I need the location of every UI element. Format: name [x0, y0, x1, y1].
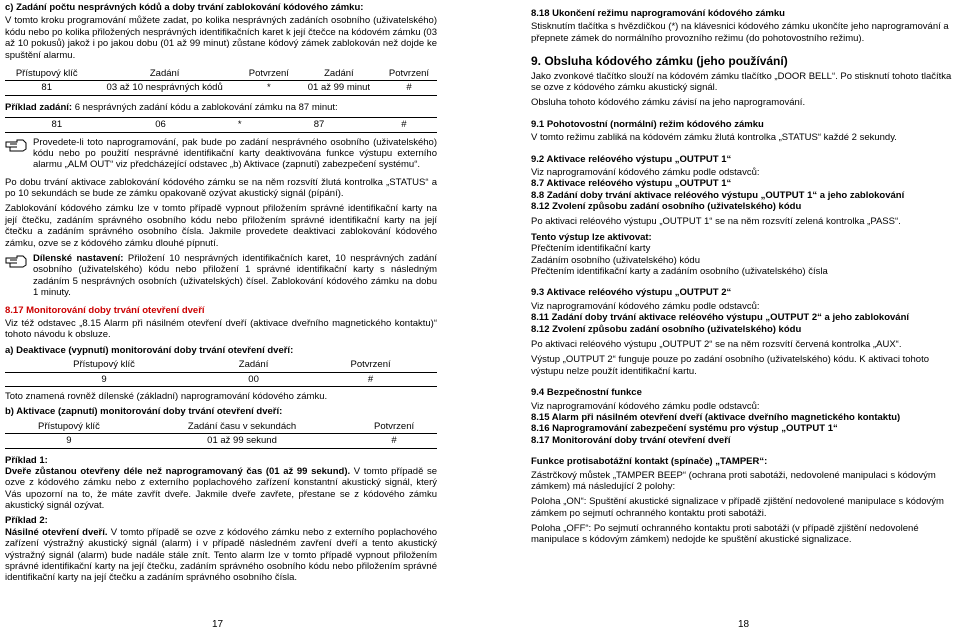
th: Přístupový klíč: [5, 67, 88, 81]
table-b: [5, 420, 437, 449]
cell: 9: [5, 434, 133, 448]
cell: 01 až 99 sekund: [133, 434, 351, 448]
cell: *: [212, 118, 267, 132]
ref-item: 8.15 Alarm při násilném otevření dveří (aktivace dveřního magnetického kontaktu): [531, 411, 901, 423]
cell: 01 až 99 minut: [297, 81, 381, 95]
example2-label: Příklad 2:: [5, 515, 48, 527]
activation-item: Zadáním osobního (uživatelského) kódu: [531, 254, 700, 266]
paragraph: Po dobu trvání aktivace zablokování kódového zámku se na něm rozsvítí žlutá kontrolka „STATUS“ a po 10 sekundách se bude ze zámku opakovaně ozývat akustický signál (pípání).: [5, 176, 437, 200]
cell: 81: [5, 81, 88, 95]
activation-item: Přečtením identifikační karty: [531, 243, 651, 255]
example1-body: [5, 466, 437, 512]
th: Potvrzení: [381, 67, 437, 81]
th: Zadání: [297, 67, 381, 81]
ref-item: 8.11 Zadání doby trvání aktivace reléového výstupu „OUTPUT 2“ a jeho zablokování: [531, 312, 910, 324]
factory-setting-block: [5, 253, 437, 299]
cell: #: [304, 372, 437, 386]
th: Zadání: [203, 358, 304, 372]
section-9-heading: 9. Obsluha kódového zámku (jeho používání): [531, 54, 788, 69]
cell: 9: [5, 372, 203, 386]
th: Přístupový klíč: [5, 420, 133, 434]
section-b-heading: b) Aktivace (zapnutí) monitorování doby trvání otevření dveří:: [5, 406, 283, 418]
can-activate-heading: Tento výstup lze aktivovat:: [531, 231, 652, 243]
ref-item: 8.16 Naprogramování zabezpečení systému pro výstup „OUTPUT 1“: [531, 423, 838, 435]
ref-item: 8.8 Zadání doby trvání aktivace reléového výstupu „OUTPUT 1“ a jeho zablokování: [531, 189, 905, 201]
example2-bold: Násilné otevření dveří.: [5, 526, 108, 538]
section-91-heading: 9.1 Pohotovostní (normální) režim kódového zámku: [531, 118, 764, 130]
cell: 03 až 10 nesprávných kódů: [88, 81, 240, 95]
paragraph: Viz naprogramování kódového zámku podle odstavců:: [531, 300, 760, 312]
ref-item: 8.7 Aktivace reléového výstupu „OUTPUT 1“: [531, 178, 732, 190]
cell: *: [241, 81, 297, 95]
activation-item: Přečtením identifikační karty a zadáním osobního (uživatelského) čísla: [531, 266, 828, 278]
example1-text: V tomto případě se ozve z kódového zámku nebo z externího poplachového zařízení konstantní akustický signál, který Vás upozorní na to, že máte zavřít dveře. Jakmile dveře zavřete, přestane se z kódového zámku akustický signál ozývat.: [5, 465, 438, 512]
pointing-hand-icon: [5, 137, 27, 171]
example2-body: [5, 527, 437, 584]
section-a-heading: a) Deaktivace (vypnutí) monitorování doby trvání otevření dveří:: [5, 344, 294, 356]
paragraph: Výstup „OUTPUT 2“ funguje pouze po zadání osobního (uživatelského) kódu. K aktivaci tohoto výstupu nelze použít identifikační kartu.: [531, 354, 929, 377]
factory-setting-text: [33, 253, 437, 299]
paragraph: Poloha „ON“: Spuštění akustické signalizace v případě zjištění nedovolené manipulace s kódovým zámkem po sejmutí ochranného kontaktu proti sabotáži.: [531, 496, 944, 519]
paragraph: Poloha „OFF“: Po sejmutí ochranného kontaktu proti sabotáži (v případě zjištění nedovolené manipulace s kódovým zámkem) nedojde ke spuštění akustické signalizace.: [531, 523, 919, 546]
paragraph: Obsluha tohoto kódového zámku závisí na jeho naprogramování.: [531, 97, 806, 109]
example1-label: Příklad 1:: [5, 454, 48, 466]
cell: #: [351, 434, 437, 448]
th: Zadání času v sekundách: [133, 420, 351, 434]
example2-text: V tomto případě se ozve z kódového zámku nebo z externího poplachového zařízení výstražný akustický signál (alarm) i v případě následném zavření dveří a tento akustický výstražný signál (alarm) bude nadále stále znít. Tento alarm lze v tomto případě vypnout přiložením správné identifikační karty na její čtečku, zadáním správného osobního kódu nebo přiložením správné identifikační karty na její čtečku a zadáním správného osobního čísla.: [5, 526, 438, 584]
factory-setting-body: Přiložení 10 nesprávných identifikačních karet, 10 nesprávných zadání osobního (uživatelského) kódu nebo přiložení 1 správné identifikační karty s následným zadáním 5 nesprávných osobních (uživatelských) čísel. Zablokování kódového zámku na dobu 1 minuty.: [33, 253, 437, 299]
paragraph: Stisknutím tlačítka s hvězdičkou (*) na klávesnici kódového zámku ukončíte jeho naprogramování a přepnete zámek do normálního provozního režimu (do pohotovostního režimu).: [531, 21, 949, 44]
notice-text: Provedete-li toto naprogramování, pak bude po zadání nesprávného osobního (uživatelského) kódu nebo po použití nesprávné identifikační karty deaktivována funkce výstupu externího alarmu „ALM OUT“ viz předcházející odstavec „b) Aktivace (zapnutí) zabezpečení systému“.: [33, 136, 437, 171]
ref-item: 8.12 Zvolení způsobu zadání osobního (uživatelského) kódu: [531, 201, 802, 213]
tamper-heading: Funkce protisabotážní kontakt (spínače) „TAMPER“:: [531, 456, 768, 468]
page-number-left: 17: [212, 619, 224, 630]
ref-item: 8.12 Zvolení způsobu zadání osobního (uživatelského) kódu: [531, 323, 802, 335]
paragraph: V tomto kroku programování můžete zadat, po kolika nesprávných zadáních osobního (uživatelského) kódu nebo po kolika přiložených nesprávných identifikačních karet k její čtečce na kódovém zámku (03 až 10 pokusů) jakož i po jakou dobu (01 až 99 minut) zůstane kódový zámek zablokován než dojde ke spuštění alarmu.: [5, 15, 437, 61]
paragraph: Zástrčkový můstek „TAMPER BEEP“ (ochrana proti sabotáži, nedovolené manipulaci s kódovým zámkem) má následující 2 polohy:: [531, 469, 936, 492]
table-81: [5, 67, 437, 96]
section-94-heading: 9.4 Bezpečnostní funkce: [531, 387, 642, 399]
section-818-heading: 8.18 Ukončení režimu naprogramování kódového zámku: [531, 8, 785, 19]
table-example: [5, 117, 437, 132]
notice-block: [5, 137, 437, 171]
th: Přístupový klíč: [5, 358, 203, 372]
th: Potvrzení: [351, 420, 437, 434]
example-line: [5, 102, 437, 113]
cell: 81: [5, 118, 109, 132]
right-page: [531, 8, 959, 550]
factory-setting-label: Dílenské nastavení:: [33, 253, 124, 265]
left-page: [5, 2, 437, 588]
paragraph: Zablokování kódového zámku lze v tomto případě vypnout přiložením správné identifikační karty na její čtečku, zadáním správného osobního kódu nebo přiložením správné identifikační karty na její čtečku a zadáním správného osobního čísla. Jakmile provedete deaktivaci zablokování kódového zámku, ozve se z kódového zámku dlouhé pípnutí.: [5, 203, 437, 249]
example1-bold: Dveře zůstanou otevřeny déle než naprogramovaný čas (01 až 99 sekund).: [5, 465, 351, 477]
example-text: 6 nesprávných zadání kódu a zablokování zámku na 87 minut:: [74, 101, 338, 113]
paragraph: Po aktivaci reléového výstupu „OUTPUT 2“ se na něm rozsvítí červená kontrolka „AUX“.: [531, 338, 902, 350]
paragraph: Toto znamená rovněž dílenské (základní) naprogramování kódového zámku.: [5, 390, 328, 402]
paragraph: Jako zvonkové tlačítko slouží na kódovém zámku tlačítko „DOOR BELL“. Po stisknutí tohoto tlačítka se ozve z kódového zámku akustický signál.: [531, 70, 952, 93]
page-number-right: 18: [738, 619, 750, 630]
cell: 87: [267, 118, 371, 132]
section-92-heading: 9.2 Aktivace reléového výstupu „OUTPUT 1“: [531, 153, 732, 165]
pointing-hand-icon: [5, 253, 27, 299]
paragraph: Viz naprogramování kódového zámku podle odstavců:: [531, 166, 760, 178]
example-label: Příklad zadání:: [5, 101, 73, 113]
th: Potvrzení: [304, 358, 437, 372]
cell: 00: [203, 372, 304, 386]
cell: 06: [109, 118, 213, 132]
paragraph: Po aktivaci reléového výstupu „OUTPUT 1“ se na něm rozsvítí zelená kontrolka „PASS“.: [531, 216, 901, 228]
cell: #: [371, 118, 437, 132]
paragraph: Viz též odstavec „8.15 Alarm při násilném otevření dveří (aktivace dveřního magnetického kontaktu)“ tohoto návodu k obsluze.: [5, 317, 437, 341]
cell: #: [381, 81, 437, 95]
th: Zadání: [88, 67, 240, 81]
th: Potvrzení: [241, 67, 297, 81]
table-a: [5, 358, 437, 387]
paragraph: Viz naprogramování kódového zámku podle odstavců:: [531, 400, 760, 412]
section-93-heading: 9.3 Aktivace reléového výstupu „OUTPUT 2“: [531, 287, 732, 299]
section-817-heading: 8.17 Monitorování doby trvání otevření dveří: [5, 304, 205, 316]
ref-item: 8.17 Monitorování doby trvání otevření dveří: [531, 434, 731, 446]
paragraph: V tomto režimu zabliká na kódovém zámku žlutá kontrolka „STATUS“ každé 2 sekundy.: [531, 132, 897, 144]
section-c-heading: c) Zadání počtu nesprávných kódů a doby trvání zablokování kódového zámku:: [5, 2, 364, 13]
